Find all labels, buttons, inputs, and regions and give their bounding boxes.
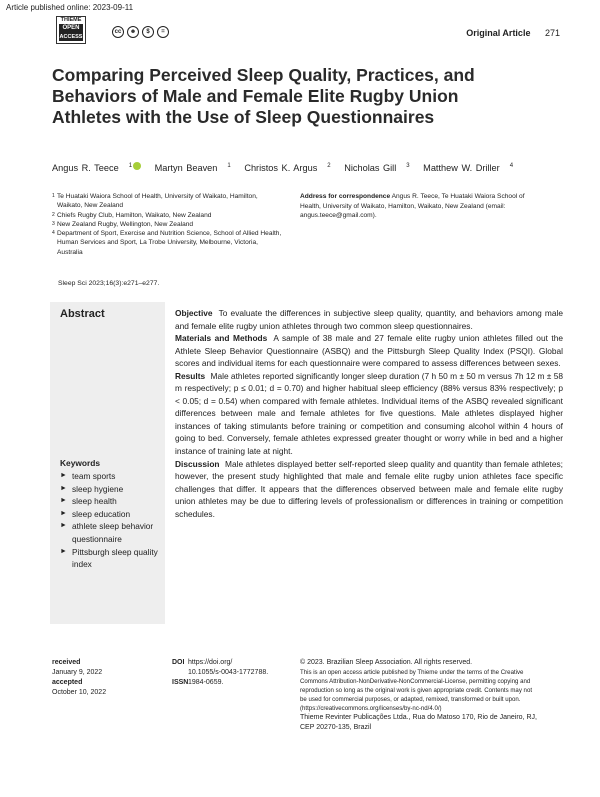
arrow-bullet-icon: ► bbox=[60, 547, 67, 555]
correspondence-text: Angus R. Teece, Te Huataki Waiora School of Health, University of Waikato, Hamilton, Waikato, New Zealand (email: angus.teece@gmail.com). bbox=[300, 193, 525, 219]
accepted-label: accepted bbox=[52, 679, 83, 686]
running-header bbox=[466, 28, 560, 38]
copyright: © 2023. Brazilian Sleep Association. All rights reserved. bbox=[300, 659, 473, 666]
author-list bbox=[52, 162, 523, 173]
affiliations bbox=[52, 192, 282, 257]
publication-date: Article published online: 2023-09-11 bbox=[6, 3, 134, 12]
affiliation: 3 New Zealand Rugby, Wellington, New Zealand bbox=[52, 220, 194, 228]
doi-label: DOI bbox=[172, 659, 185, 666]
page-number: 271 bbox=[544, 28, 560, 38]
license-block bbox=[300, 658, 540, 733]
cc-icon: cc bbox=[112, 26, 124, 38]
abstract-discussion: Discussion Male athletes displayed better self-reported sleep quality and quantity than female athletes; however, the present study highlighted that male and female elite rugby union athletes face specific challenges that differ. It appears that the differences observed between male and female elite rugby union athletes may be due to differing levels of professionalism or differences in training or competition schedules. bbox=[175, 458, 563, 519]
doi-link[interactable]: https://doi.org/ bbox=[188, 659, 233, 666]
publisher-address: Thieme Revinter Publicações Ltda., Rua do Matoso 170, Rio de Janeiro, RJ, CEP 20270-135, Brazil bbox=[300, 714, 537, 732]
abstract-heading: Abstract bbox=[60, 308, 105, 320]
keyword-item: ► sleep hygiene bbox=[60, 483, 124, 494]
affiliation: 4 Department of Sport, Exercise and Nutrition Science, School of Allied Health, Human Services and Sport, La Trobe University, Melbourne, Victoria, Australia bbox=[52, 230, 282, 256]
author: Angus R. Teece $^1$ bbox=[52, 163, 141, 173]
nd-icon: = bbox=[157, 26, 169, 38]
keyword-item: ► sleep health bbox=[60, 496, 117, 507]
author: Martyn Beaven $^1$ bbox=[154, 162, 231, 173]
keyword-list bbox=[60, 470, 165, 571]
issn-value: 1984-0659. bbox=[188, 679, 224, 686]
by-icon: ☻ bbox=[127, 26, 139, 38]
license-text: This is an open access article published by Thieme under the terms of the Creative Commons Attribution-NonDerivative-NonCommercial-License, permitting copying and reproduction so long as the original work is given appropriate credit. Contents may not be used for commercial purposes, or adapted, remixed, transformed or built upon. (https://creativecommons.org/licenses/by-nc-nd/4.0/) bbox=[300, 669, 533, 713]
arrow-bullet-icon: ► bbox=[60, 472, 67, 479]
article-dates bbox=[52, 658, 172, 698]
abstract-methods: Materials and Methods A sample of 38 male and 27 female elite rugby union athletes filled out the Athlete Sleep Behavior Questionnaire (ASBQ) and the Pittsburgh Sleep Quality Index (PSQI). Global scores and individual items for each questionnaire were compared to assess differences between sexes. bbox=[175, 333, 564, 369]
author: Nicholas Gill $^3$ bbox=[344, 162, 410, 173]
logo-line-3: ACCESS bbox=[59, 34, 83, 40]
article-title: Comparing Perceived Sleep Quality, Practices, and Behaviors of Male and Female Elite Rugby Union Athletes with the Use of Sleep Questionnaires bbox=[52, 65, 475, 127]
author: Matthew W. Driller $^4$ bbox=[423, 162, 514, 173]
author: Christos K. Argus $^2$ bbox=[244, 162, 331, 173]
thieme-open-access-logo bbox=[56, 16, 86, 44]
keyword-item: ► sleep education bbox=[60, 508, 131, 519]
abstract-results: Results Male athletes reported significantly longer sleep duration (7 h 50 m ± 50 m versus 7h 12 m ± 58 m respectively; p ≤ 0.01; d = 0.70) and higher habitual sleep efficiency (88% versus 83% respectively; p < 0.05; d = 0.54) when compared with female athletes. Individual items of the ASBQ revealed significant differences between male and female athletes for five questions. Male athletes displayed higher instances of taking stimulants before training or competition and consuming alcohol within 4 hours of going to bed. Conversely, female athletes expressed greater thought or worry while in bed and a higher instance of training late at night. bbox=[175, 370, 563, 457]
citation: Sleep Sci 2023;16(3):e271–e277. bbox=[58, 280, 160, 287]
correspondence-label: Address for correspondence bbox=[300, 193, 391, 200]
received-date: January 9, 2022 bbox=[52, 669, 103, 676]
abstract-section bbox=[50, 302, 565, 624]
keywords-heading: Keywords bbox=[60, 458, 101, 468]
nc-icon: $ bbox=[142, 26, 154, 38]
arrow-bullet-icon: ► bbox=[60, 522, 67, 530]
received-label: received bbox=[52, 659, 81, 666]
doi-block bbox=[172, 658, 292, 688]
keyword-item: ► team sports bbox=[60, 471, 116, 481]
affiliation: 2 Chiefs Rugby Club, Hamilton, Waikato, New Zealand bbox=[52, 211, 212, 219]
creative-commons-icons[interactable] bbox=[112, 26, 169, 38]
orcid-icon[interactable] bbox=[133, 162, 141, 170]
arrow-bullet-icon: ► bbox=[60, 509, 67, 517]
correspondence-address bbox=[300, 192, 532, 221]
abstract-objective: Objective To evaluate the differences in subjective sleep quality, quantity, and behaviors among male and female elite rugby union athletes through two common sleep questionnaires. bbox=[175, 308, 564, 331]
affiliation: 1 Te Huataki Waiora School of Health, University of Waikato, Hamilton, Waikato, New Zealand bbox=[52, 193, 258, 210]
keyword-item: ► Pittsburgh sleep quality index bbox=[60, 546, 158, 570]
abstract-body bbox=[175, 307, 563, 520]
issn-label: ISSN bbox=[172, 679, 189, 686]
accepted-date: October 10, 2022 bbox=[52, 689, 107, 696]
logo-line-2: OPEN bbox=[59, 24, 83, 33]
arrow-bullet-icon: ► bbox=[60, 497, 67, 505]
arrow-bullet-icon: ► bbox=[60, 484, 67, 492]
logo-line-1: THIEME bbox=[60, 17, 82, 23]
keyword-item: ► athlete sleep behavior questionnaire bbox=[60, 521, 154, 544]
article-type: Original Article bbox=[466, 28, 531, 38]
doi-value[interactable]: 10.1055/s-0043-1772788. bbox=[188, 669, 269, 676]
